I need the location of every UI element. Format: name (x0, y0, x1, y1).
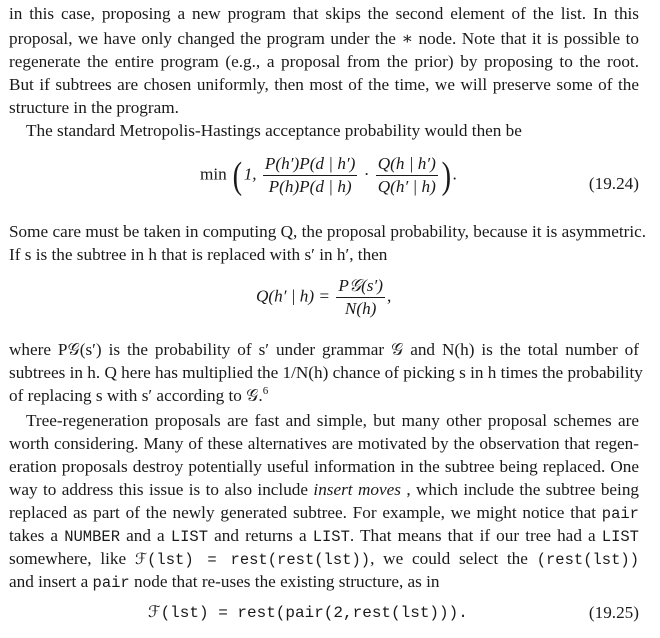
right-paren: ) (441, 154, 451, 197)
left-paren: ( (232, 154, 243, 197)
text-line: worth considering. Many of these alternatives are motivated by the observation that regen- (9, 434, 639, 453)
equation-19-24: min (1, $\frac{P(h')P(d | h')}{P(h)P(d | h)}$ · $\frac{Q(h | h')}{Q(h' | h)}$ ). (200, 154, 457, 197)
text-line: But if subtrees are chosen uniformly, then most of the time, we will preserve some of the (9, 75, 639, 94)
eq-trail: , (386, 286, 392, 306)
text-line (9, 502, 639, 525)
fraction-q (336, 276, 385, 319)
min-operator: min (200, 164, 227, 184)
code-expression: ℱ(lst) = rest(rest(lst)) (134, 551, 371, 569)
text-span: , we could select the (370, 549, 537, 568)
text-span: somewhere, like (9, 549, 135, 568)
eq-lhs: Q(h′ | h) = (256, 286, 331, 306)
text-span: replaced as part of the newly generated subtree. For example, we might notice that (9, 503, 602, 522)
text-line: subtrees in h. Q here has multiplied the 1/N(h) chance of picking s in h times the probability (9, 363, 643, 382)
fraction-likelihood (263, 154, 358, 197)
text-line: structure in the program. (9, 98, 179, 117)
text-span: and a (126, 526, 171, 545)
emphasis: insert moves (313, 480, 401, 499)
code-list: LIST (170, 528, 209, 546)
text-line: The standard Metropolis-Hastings acceptance probability would then be (26, 121, 522, 140)
equation-number: (19.24) (588, 174, 639, 193)
text-span: node that re-uses the existing structure, as in (129, 572, 440, 591)
equation-number: (19.25) (588, 603, 639, 622)
text-line (9, 571, 440, 594)
numerator: P(h′)P(d | h′) (263, 154, 358, 176)
code-pair: pair (92, 574, 130, 592)
text-line: regenerate the entire program (e.g., a proposal from the prior) by proposing to the root. (9, 52, 639, 71)
text-line: in this case, proposing a new program that skips the second element of the list. In this (9, 4, 639, 23)
text-line: Some care must be taken in computing Q, the proposal probability, because it is asymmetric. (9, 222, 647, 241)
text-span: , which include the subtree being (406, 480, 640, 499)
denominator: N(h) (344, 299, 377, 318)
text-line (9, 479, 639, 501)
text-line: eration proposals destroy potentially useful information in the subtree being replaced. One (9, 457, 639, 476)
text-span: takes a (9, 526, 65, 545)
code-number: NUMBER (64, 528, 120, 546)
footnote-marker[interactable]: 6 (262, 385, 269, 397)
code-expression: (rest(lst)) (536, 551, 640, 569)
text-line (9, 548, 639, 571)
text-line (9, 385, 268, 407)
eq-term: 1, (243, 164, 257, 184)
numerator: P𝒢(s′) (336, 276, 385, 298)
equation-q (256, 276, 391, 319)
equation-19-25: ℱ(lst) = rest(pair(2,rest(lst))). (148, 604, 468, 622)
code-list: LIST (601, 528, 639, 546)
denominator: P(h)P(d | h) (268, 177, 352, 196)
text-span: and insert a (9, 572, 93, 591)
text-span: . That means that if our tree had a (349, 526, 602, 545)
text-span: way to address this issue is to also include (9, 480, 314, 499)
code-pair: pair (601, 505, 639, 523)
text-line (9, 525, 639, 548)
text-span: of replacing s with s′ according to 𝒢. (9, 386, 263, 405)
text-line: proposal, we have only changed the program under the ∗ node. Note that it is possible to (9, 29, 639, 48)
denominator: Q(h′ | h) (377, 177, 436, 196)
text-line: Tree-regeneration proposals are fast and simple, but many other proposal schemes are (26, 411, 639, 430)
dot-operator: · (363, 164, 370, 184)
code-list: LIST (312, 528, 350, 546)
text-line: where P𝒢(s′) is the probability of s′ under grammar 𝒢 and N(h) is the total number of (9, 340, 639, 359)
text-span: and returns a (214, 526, 313, 545)
text-line: If s is the subtree in h that is replaced with s′ in h′, then (9, 245, 388, 264)
fraction-proposal (376, 154, 438, 197)
numerator: Q(h | h′) (376, 154, 438, 176)
